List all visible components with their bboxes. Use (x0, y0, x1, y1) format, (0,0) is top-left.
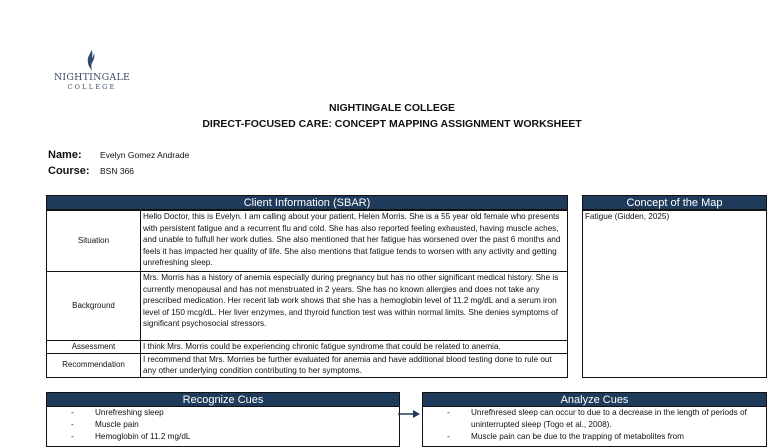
list-item (423, 407, 766, 431)
list-item (47, 419, 399, 431)
concept-box (582, 210, 767, 378)
analyze-cues-box (422, 407, 767, 447)
sbar-row-background (47, 272, 568, 341)
analysis-text: Unrefhresed sleep can occur to due to a decrease in the length of periods of uninterrupted sleep (Togo et al., 2008). (471, 408, 747, 429)
bullet-dash: - (71, 420, 74, 429)
sbar-text: I recommend that Mrs. Morries be further evaluated for anemia and have additional blood testing done to rule out any other underlying condition contributing to her symptoms. (141, 353, 568, 377)
analysis-text: Muscle pain can be due to the trapping of metabolites from (471, 432, 684, 441)
cue-text: Hemoglobin of 11.2 mg/dL (95, 432, 191, 441)
sbar-text: Mrs. Morris has a history of anemia especially during pregnancy but has no other significant medical history. She is currently menopausal and has not menstruated in 2 years. She has no known allergies and does not take any prescribed medication. Her recent lab work shows that she has a hemoglobin level of 11.2 mg/dL and a serum iron level of 150 mcg/dL. Her liver enzymes, and thyroid function test was within normal limits. She denies symptoms of significant psychosocial stressors. (141, 272, 568, 341)
bullet-dash: - (71, 408, 74, 417)
name-value: Evelyn Gomez Andrade (100, 150, 190, 160)
arrow-right-icon (398, 410, 420, 418)
bullet-dash: - (447, 408, 450, 417)
recognize-cues-box (46, 407, 400, 447)
cue-text: Unrefreshing sleep (95, 408, 164, 417)
sbar-label: Background (47, 272, 141, 341)
bullet-dash: - (447, 432, 450, 441)
sbar-label: Recommendation (47, 353, 141, 377)
sbar-text: Hello Doctor, this is Evelyn. I am calling about your patient, Helen Morris. She is a 55 year old female who presents with persistent fatigue and a recurrent flu and cold. She has also reported feeling exhausted, having muscle aches, and unable to fulfull her work duties. She also mentioned that her fatigue has worsened over the past 6 months and feels it has impacted her quality of life. She also mentions that fatigue tends to worsen with any activity and getting unrefreshing sleep. (141, 211, 568, 272)
bullet-dash: - (71, 432, 74, 441)
flame-logo-icon (85, 50, 99, 72)
course-value: BSN 366 (100, 166, 135, 176)
list-item (47, 431, 399, 443)
analyze-cues-header: Analyze Cues (422, 392, 767, 407)
client-info-header: Client Information (SBAR) (46, 195, 568, 210)
sbar-row-assessment (47, 341, 568, 354)
logo-line-2: COLLEGE (67, 83, 117, 91)
sbar-label: Situation (47, 211, 141, 272)
list-item (423, 431, 766, 443)
course-label: Course: (48, 165, 90, 177)
concept-text: Fatigue (Gidden, 2025) (585, 212, 670, 221)
sbar-row-situation (47, 211, 568, 272)
college-logo (46, 50, 138, 98)
page-subtitle: DIRECT-FOCUSED CARE: CONCEPT MAPPING ASSIGNMENT WORKSHEET (202, 118, 582, 130)
cue-text: Muscle pain (95, 420, 139, 429)
logo-line-1: NIGHTINGALE (53, 72, 131, 83)
concept-header: Concept of the Map (582, 195, 767, 210)
sbar-text: I think Mrs. Morris could be experiencing chronic fatigue syndrome that could be related to anemia. (141, 341, 568, 354)
recognize-cues-header: Recognize Cues (46, 392, 400, 407)
list-item (47, 407, 399, 419)
page-title: NIGHTINGALE COLLEGE (329, 102, 455, 114)
sbar-table (46, 210, 568, 378)
name-label: Name: (48, 149, 82, 161)
sbar-label: Assessment (47, 341, 141, 354)
sbar-row-recommendation (47, 353, 568, 377)
